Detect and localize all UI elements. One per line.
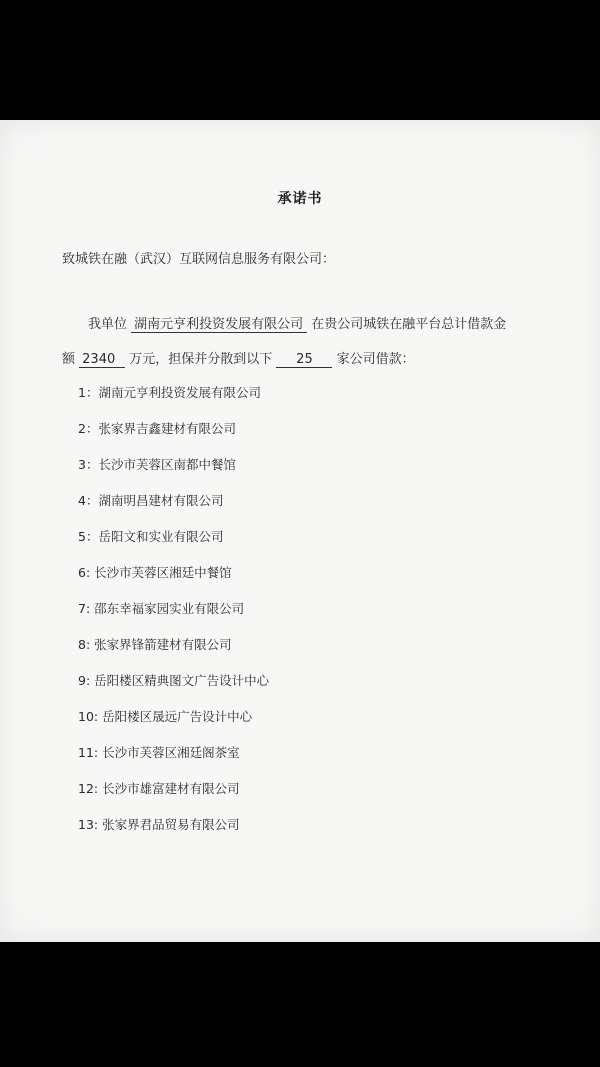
list-item	[78, 421, 269, 457]
paragraph-prefix: 我单位	[88, 317, 128, 332]
list-item-separator: ：	[85, 385, 99, 400]
paragraph-mid: 在贵公司城铁在融平台总计借款金	[311, 317, 507, 332]
list-item	[78, 565, 269, 601]
list-item	[78, 601, 269, 637]
salutation: 致城铁在融（武汉）互联网信息服务有限公司：	[62, 252, 336, 267]
filled-company-name: 湖南元亨利投资发展有限公司	[131, 313, 307, 333]
list-item-company-name: 长沙市芙蓉区湘廷中餐馆	[94, 565, 232, 580]
list-item-company-name: 岳阳文和实业有限公司	[98, 529, 224, 544]
list-item	[78, 781, 269, 817]
list-item-number: 13	[78, 817, 94, 832]
body-paragraph-line-1	[88, 313, 506, 333]
list-item-company-name: 张家界君品贸易有限公司	[102, 817, 240, 832]
list-item-number: 7	[78, 601, 86, 616]
list-item-separator: :	[93, 781, 103, 796]
filled-company-count: 25	[276, 352, 332, 368]
top-black-bar	[0, 0, 600, 120]
list-item-number: 4	[78, 493, 86, 508]
list-item-number: 1	[78, 385, 86, 400]
body-paragraph-line-2	[62, 348, 415, 368]
list-item	[78, 673, 269, 709]
list-item-company-name: 岳阳楼区精典图文广告设计中心	[94, 673, 270, 688]
list-item-number: 11	[78, 745, 94, 760]
list-item-number: 6	[78, 565, 86, 580]
list-item	[78, 637, 269, 673]
list-item-number: 5	[78, 529, 86, 544]
paragraph-suffix: 家公司借款：	[336, 352, 415, 367]
list-item-company-name: 邵东幸福家园实业有限公司	[94, 601, 245, 616]
list-item-separator: :	[93, 745, 103, 760]
list-item-number: 10	[78, 709, 94, 724]
list-item-number: 2	[78, 421, 86, 436]
list-item-separator: :	[85, 637, 95, 652]
list-item-number: 8	[78, 637, 86, 652]
list-item-number: 9	[78, 673, 86, 688]
list-item-company-name: 湖南明昌建材有限公司	[98, 493, 224, 508]
list-item-separator: :	[93, 709, 103, 724]
list-item-separator: :	[93, 817, 103, 832]
list-item-company-name: 张家界锋箭建材有限公司	[94, 637, 232, 652]
bottom-black-bar	[0, 942, 600, 1067]
list-item-separator: ：	[85, 421, 99, 436]
list-item-company-name: 湖南元亨利投资发展有限公司	[98, 385, 261, 400]
list-item-company-name: 长沙市芙蓉区南都中餐馆	[98, 457, 236, 472]
list-item-company-name: 长沙市芙蓉区湘廷阁茶室	[102, 745, 240, 760]
document-title: 承诺书	[277, 191, 323, 207]
list-item	[78, 457, 269, 493]
list-item	[78, 385, 269, 421]
paragraph-line2-prefix: 额	[62, 352, 76, 367]
list-item	[78, 745, 269, 781]
list-item	[78, 817, 269, 853]
list-item	[78, 529, 269, 565]
list-item-separator: ：	[85, 529, 99, 544]
list-item-separator: ：	[85, 457, 99, 472]
list-item-company-name: 长沙市雄富建材有限公司	[102, 781, 240, 796]
list-item-separator: :	[85, 673, 95, 688]
filled-loan-amount: 2340	[79, 352, 125, 368]
list-item-separator: :	[85, 565, 95, 580]
list-item-separator: :	[85, 601, 95, 616]
list-item-company-name: 岳阳楼区晟远广告设计中心	[102, 709, 253, 724]
list-item-number: 12	[78, 781, 94, 796]
paragraph-unit: 万元，担保并分散到以下	[129, 352, 273, 367]
list-item-company-name: 张家界吉鑫建材有限公司	[98, 421, 236, 436]
list-item-separator: ：	[85, 493, 99, 508]
list-item	[78, 709, 269, 745]
list-item	[78, 493, 269, 529]
company-list	[78, 385, 269, 853]
list-item-number: 3	[78, 457, 86, 472]
